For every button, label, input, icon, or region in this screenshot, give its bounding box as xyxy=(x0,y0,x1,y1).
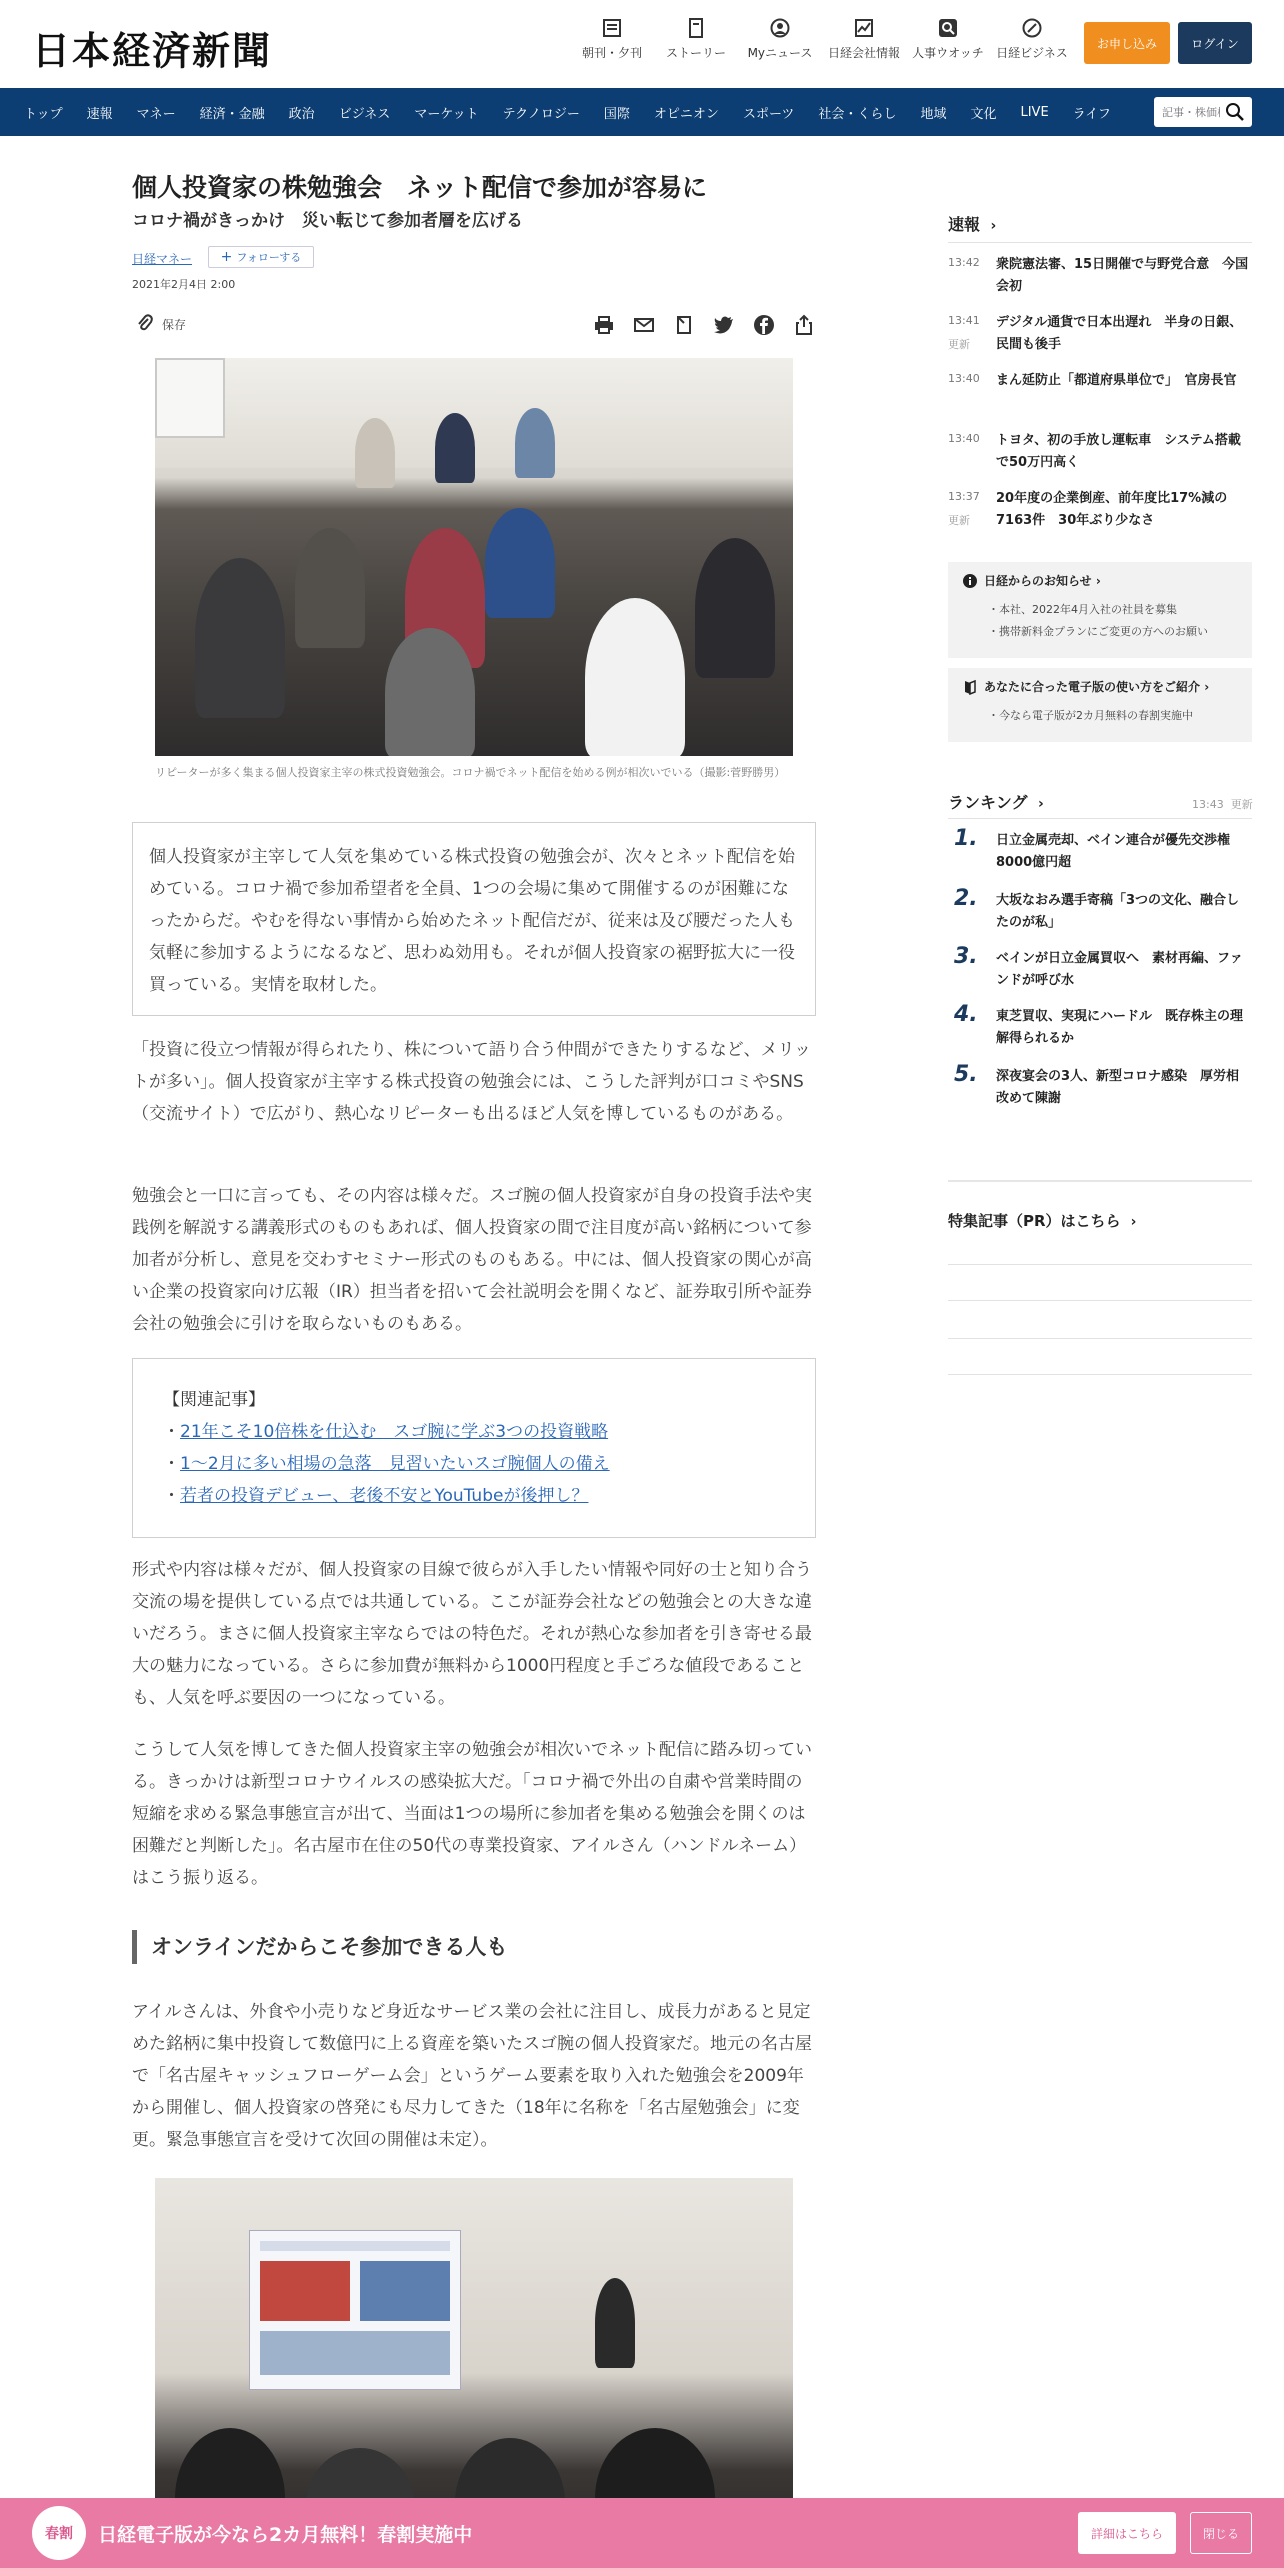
panelist xyxy=(515,408,555,478)
notice-item-text: 本社、2022年4月入社の社員を募集 xyxy=(999,603,1177,616)
search-box xyxy=(1154,97,1252,127)
chevron-right-icon: › xyxy=(1125,1214,1137,1230)
audience-member xyxy=(695,538,775,678)
category-item[interactable]: 地域 xyxy=(920,106,947,122)
category-item[interactable]: トップ xyxy=(24,106,63,122)
category-item[interactable]: オピニオン xyxy=(653,106,719,122)
facebook-icon[interactable] xyxy=(744,310,784,340)
notice-item[interactable]: ・今なら電子版が2カ月無料の春割実施中 xyxy=(988,709,1193,722)
ranking-title: ランキング xyxy=(948,793,1028,812)
audience-member xyxy=(195,558,285,718)
compass-icon xyxy=(1021,18,1043,38)
promo-banner xyxy=(0,2498,1284,2568)
category-item[interactable]: テクノロジー xyxy=(502,106,580,122)
user-icon xyxy=(769,18,791,38)
audience-member xyxy=(295,528,365,648)
share-icon[interactable] xyxy=(784,310,824,340)
sokuho-time: 13:40 xyxy=(948,432,980,445)
header-nav-label: 朝刊・夕刊 xyxy=(581,46,642,60)
story-icon xyxy=(685,18,707,38)
related-articles xyxy=(132,1358,816,1538)
related-item: ・若者の投資デビュー、老後不安とYouTubeが後押し？ xyxy=(163,1486,589,1506)
sokuho-heading[interactable] xyxy=(948,212,996,235)
article-lead xyxy=(132,822,816,1016)
search-person-icon xyxy=(937,18,959,38)
header-nav-label: 日経ビジネス xyxy=(996,46,1068,60)
ranking-text: 東芝買収、実現にハードル 既存株主の理解得られるか xyxy=(996,1009,1244,1046)
slide-title-bar xyxy=(260,2241,450,2251)
site-logo[interactable]: 日本経済新聞 xyxy=(32,28,273,73)
ranking-updated xyxy=(1192,796,1253,812)
plus-icon: + xyxy=(220,249,233,265)
site-header xyxy=(0,0,1284,88)
header-nav-label: 日経会社情報 xyxy=(827,46,900,60)
ranking-number: 2. xyxy=(954,886,978,911)
print-icon[interactable] xyxy=(584,310,624,340)
sokuho-time: 13:37 xyxy=(948,490,980,503)
pr-heading[interactable] xyxy=(948,1210,1136,1231)
twitter-icon[interactable] xyxy=(704,310,744,340)
category-item[interactable]: ビジネス xyxy=(338,106,391,122)
divider xyxy=(948,1180,1252,1182)
category-item[interactable]: スポーツ xyxy=(742,106,795,122)
search-icon[interactable] xyxy=(1224,102,1246,122)
ranking-updated-label: 更新 xyxy=(1230,798,1253,811)
audience-member xyxy=(485,508,555,618)
follow-label: フォローする xyxy=(236,251,302,264)
category-item[interactable]: 政治 xyxy=(288,106,315,122)
category-item[interactable]: LIVE xyxy=(1020,104,1049,120)
category-item[interactable]: ライフ xyxy=(1072,106,1111,122)
category-item[interactable]: 経済・金融 xyxy=(199,106,265,122)
apply-button[interactable]: お申し込み xyxy=(1084,22,1170,64)
sokuho-text: 衆院憲法審、15日開催で与野党合意 今国会初 xyxy=(996,257,1249,294)
projector-screen xyxy=(249,2230,461,2390)
ranking-number: 5. xyxy=(954,1062,978,1087)
slide-image xyxy=(260,2261,350,2321)
slide-image xyxy=(360,2261,450,2321)
sokuho-title: 速報 xyxy=(948,215,981,234)
divider xyxy=(948,1374,1252,1375)
related-title: 【関連記事】 xyxy=(163,1390,265,1410)
ranking-text: 大坂なおみ選手寄稿「3つの文化、融合したのが私」 xyxy=(996,893,1240,930)
header-nav-company-info[interactable] xyxy=(822,18,906,61)
category-item[interactable]: 国際 xyxy=(603,106,630,122)
promo-details-button[interactable]: 詳細はこちら xyxy=(1078,2512,1176,2554)
info-icon xyxy=(962,573,978,589)
topic-link[interactable]: 日経マネー xyxy=(132,252,193,266)
ranking-number: 4. xyxy=(954,1002,978,1027)
book-icon xyxy=(962,679,978,695)
sokuho-text: トヨタ、初の手放し運転車 システム搭載で50万円高く xyxy=(996,433,1241,470)
paperclip-icon xyxy=(136,314,154,334)
mail-icon[interactable] xyxy=(624,310,664,340)
sokuho-time: 13:42 xyxy=(948,256,980,269)
ranking-heading[interactable] xyxy=(948,790,1044,813)
sokuho-time: 13:40 xyxy=(948,372,980,385)
related-link[interactable]: 1～2月に多い相場の急落 見習いたいスゴ腕個人の備え xyxy=(180,1454,610,1474)
category-item[interactable]: マネー xyxy=(136,106,176,122)
category-item[interactable]: 速報 xyxy=(86,106,113,122)
category-item[interactable]: 文化 xyxy=(970,106,997,122)
panelist xyxy=(435,413,475,483)
related-link[interactable]: 21年こそ10倍株を仕込む スゴ腕に学ぶ3つの投資戦略 xyxy=(180,1422,609,1442)
section-heading: オンラインだからこそ参加できる人も xyxy=(132,1930,507,1964)
header-nav xyxy=(570,18,1074,61)
divider xyxy=(948,242,1252,243)
sokuho-text: 20年度の企業倒産、前年度比17%減の7163件 30年ぶり少なさ xyxy=(996,491,1228,528)
save-button[interactable] xyxy=(136,314,186,334)
header-nav-personnel[interactable] xyxy=(906,18,990,61)
chevron-right-icon: › xyxy=(985,218,997,234)
chevron-right-icon: › xyxy=(1200,679,1210,694)
chevron-right-icon: › xyxy=(1033,796,1044,812)
header-nav-paper[interactable] xyxy=(570,18,654,61)
sokuho-updated: 更新 xyxy=(948,514,970,527)
category-list xyxy=(12,88,1123,136)
header-nav-label: Myニュース xyxy=(747,46,813,60)
audience-member xyxy=(385,628,475,756)
login-button[interactable]: ログイン xyxy=(1178,22,1252,64)
divider xyxy=(948,818,1252,819)
promo-text: 日経電子版が今なら2カ月無料！春割実施中 xyxy=(98,2524,473,2546)
related-link[interactable]: 若者の投資デビュー、老後不安とYouTubeが後押し？ xyxy=(180,1486,589,1506)
nikkei-notice-box xyxy=(948,562,1252,658)
sokuho-text: デジタル通貨で日本出遅れ 半身の日銀、民間も後手 xyxy=(996,315,1243,352)
slide-image xyxy=(260,2331,450,2375)
sokuho-time: 13:41 xyxy=(948,314,980,327)
category-item[interactable]: 社会・くらし xyxy=(818,106,897,122)
header-nav-label: ストーリー xyxy=(665,46,726,60)
lecturer xyxy=(595,2278,635,2368)
body-paragraph: 形式や内容は様々だが、個人投資家の目線で彼らが入手したい情報や同好の士と知り合う交流の場を提供している点では共通している。ここが証券会社などの勉強会との大きな違いだろう。まさに個人投資家主宰ならではの特色だ。それが熱心な参加者を引き寄せる最大の魅力になっている。さらに参加費が無料から1000円程度と手ごろな値段であることも、人気を呼ぶ要因の一つになっている。 xyxy=(132,1560,812,1708)
chevron-right-icon: › xyxy=(1091,573,1101,588)
promo-close-button[interactable]: 閉じる xyxy=(1190,2512,1252,2554)
article-photo-seminar xyxy=(155,358,793,756)
ranking-number: 1. xyxy=(954,826,978,851)
article-subtitle: コロナ禍がきっかけ 災い転じて参加者層を広げる xyxy=(132,211,523,231)
ranking-number: 3. xyxy=(954,944,978,969)
header-nav-story[interactable] xyxy=(654,18,738,61)
body-paragraph: 「投資に役立つ情報が得られたり、株について語り合う仲間ができたりするなど、メリットが多い」。個人投資家が主宰する株式投資の勉強会には、こうした評判が口コミやSNS（交流サイト）で広がり、熱心なリピーターも出るほど人気を博しているものがある。 xyxy=(132,1040,811,1124)
whiteboard xyxy=(155,358,225,438)
pr-title: 特集記事（PR）はこちら xyxy=(948,1212,1121,1230)
notice-title: 日経からのお知らせ xyxy=(984,574,1092,588)
notice-item[interactable]: ・本社、2022年4月入社の社員を募集 xyxy=(988,603,1177,616)
publish-date: 2021年2月4日 2:00 xyxy=(132,278,236,291)
notice-title: あなたに合った電子版の使い方をご紹介 xyxy=(984,680,1201,694)
ranking-time: 13:43 xyxy=(1192,798,1224,811)
photo-caption: リピーターが多く集まる個人投資家主宰の株式投資勉強会。コロナ禍でネット配信を始める例が相次いでいる（撮影:菅野勝男） xyxy=(155,766,786,779)
notice-heading[interactable] xyxy=(962,678,1238,695)
related-item: ・21年こそ10倍株を仕込む スゴ腕に学ぶ3つの投資戦略 xyxy=(163,1422,609,1442)
ranking-text: 日立金属売却、ベイン連合が優先交渉権 8000億円超 xyxy=(996,833,1244,870)
newspaper-icon xyxy=(601,18,623,38)
divider xyxy=(948,1338,1252,1339)
related-item: ・1～2月に多い相場の急落 見習いたいスゴ腕個人の備え xyxy=(163,1454,610,1474)
category-nav xyxy=(0,88,1284,136)
divider xyxy=(948,1264,1252,1265)
chart-icon xyxy=(853,18,875,38)
article-title: 個人投資家の株勉強会 ネット配信で参加が容易に xyxy=(132,173,708,202)
audience-member xyxy=(585,598,685,756)
share-toolbar xyxy=(584,310,824,340)
body-paragraph: こうして人気を博してきた個人投資家主宰の勉強会が相次いでネット配信に踏み切っている。きっかけは新型コロナウイルスの感染拡大だ。「コロナ禍で外出の自粛や営業時間の短縮を求める緊急事態宣言が出て、当面は1つの場所に参加者を集める勉強会を開くのは困難だと判断した」。名古屋市在住の50代の専業投資家、アイルさん（ハンドルネーム）はこう振り返る。 xyxy=(132,1740,812,1888)
body-paragraph: 勉強会と一口に言っても、その内容は様々だ。スゴ腕の個人投資家が自身の投資手法や実践例を解説する講義形式のものもあれば、個人投資家の間で注目度が高い銘柄について参加者が分析し、意見を交わすセミナー形式のものもある。中には、個人投資家の関心が高い企業の投資家向け広報（IR）担当者を招いて会社説明会を開くなど、証券取引所や証券会社の勉強会に引けを取らないものもある。 xyxy=(132,1186,812,1334)
lead-text: 個人投資家が主宰して人気を集めている株式投資の勉強会が、次々とネット配信を始めている。コロナ禍で参加希望者を全員、1つの会場に集めて開催するのが困難になったからだ。やむを得ない事情から始めたネット配信だが、従来は及び腰だった人も気軽に参加するようになるなど、思わぬ効用も。それが個人投資家の裾野拡大に一役買っている。実情を取材した。 xyxy=(149,847,795,995)
ranking-text: 深夜宴会の3人、新型コロナ感染 厚労相改めて陳謝 xyxy=(996,1069,1240,1106)
search-input[interactable] xyxy=(1162,103,1220,121)
category-item[interactable]: マーケット xyxy=(414,106,479,122)
header-nav-mynews[interactable] xyxy=(738,18,822,61)
memo-icon[interactable] xyxy=(664,310,704,340)
save-label: 保存 xyxy=(162,317,187,332)
body-paragraph: アイルさんは、外食や小売りなど身近なサービス業の会社に注目し、成長力があると見定めた銘柄に集中投資して数億円に上る資産を築いたスゴ腕の個人投資家だ。地元の名古屋で「名古屋キャッシュフローゲーム会」というゲーム要素を取り入れた勉強会を2009年から開催し、個人投資家の啓発にも尽力してきた（18年に名称を「名古屋勉強会」に変更。緊急事態宣言を受けて次回の開催は未定）。 xyxy=(132,2002,812,2150)
sokuho-text: まん延防止「都道府県単位で」 官房長官 xyxy=(996,373,1237,388)
notice-item-text: 携帯新料金プランにご変更の方へのお願い xyxy=(999,625,1208,638)
header-nav-label: 人事ウオッチ xyxy=(912,46,984,60)
header-nav-business[interactable] xyxy=(990,18,1074,61)
sokuho-updated: 更新 xyxy=(948,338,970,351)
divider xyxy=(948,1300,1252,1301)
notice-heading[interactable] xyxy=(962,572,1238,589)
notice-item-text: 今なら電子版が2カ月無料の春割実施中 xyxy=(999,709,1193,722)
panelist xyxy=(355,418,395,488)
promo-emblem: 春割 xyxy=(32,2506,86,2560)
ranking-text: ベインが日立金属買収へ 素材再編、ファンドが呼び水 xyxy=(996,951,1243,988)
follow-button[interactable] xyxy=(208,246,314,268)
notice-item[interactable]: ・携帯新料金プランにご変更の方へのお願い xyxy=(988,625,1208,638)
digital-guide-box xyxy=(948,668,1252,742)
